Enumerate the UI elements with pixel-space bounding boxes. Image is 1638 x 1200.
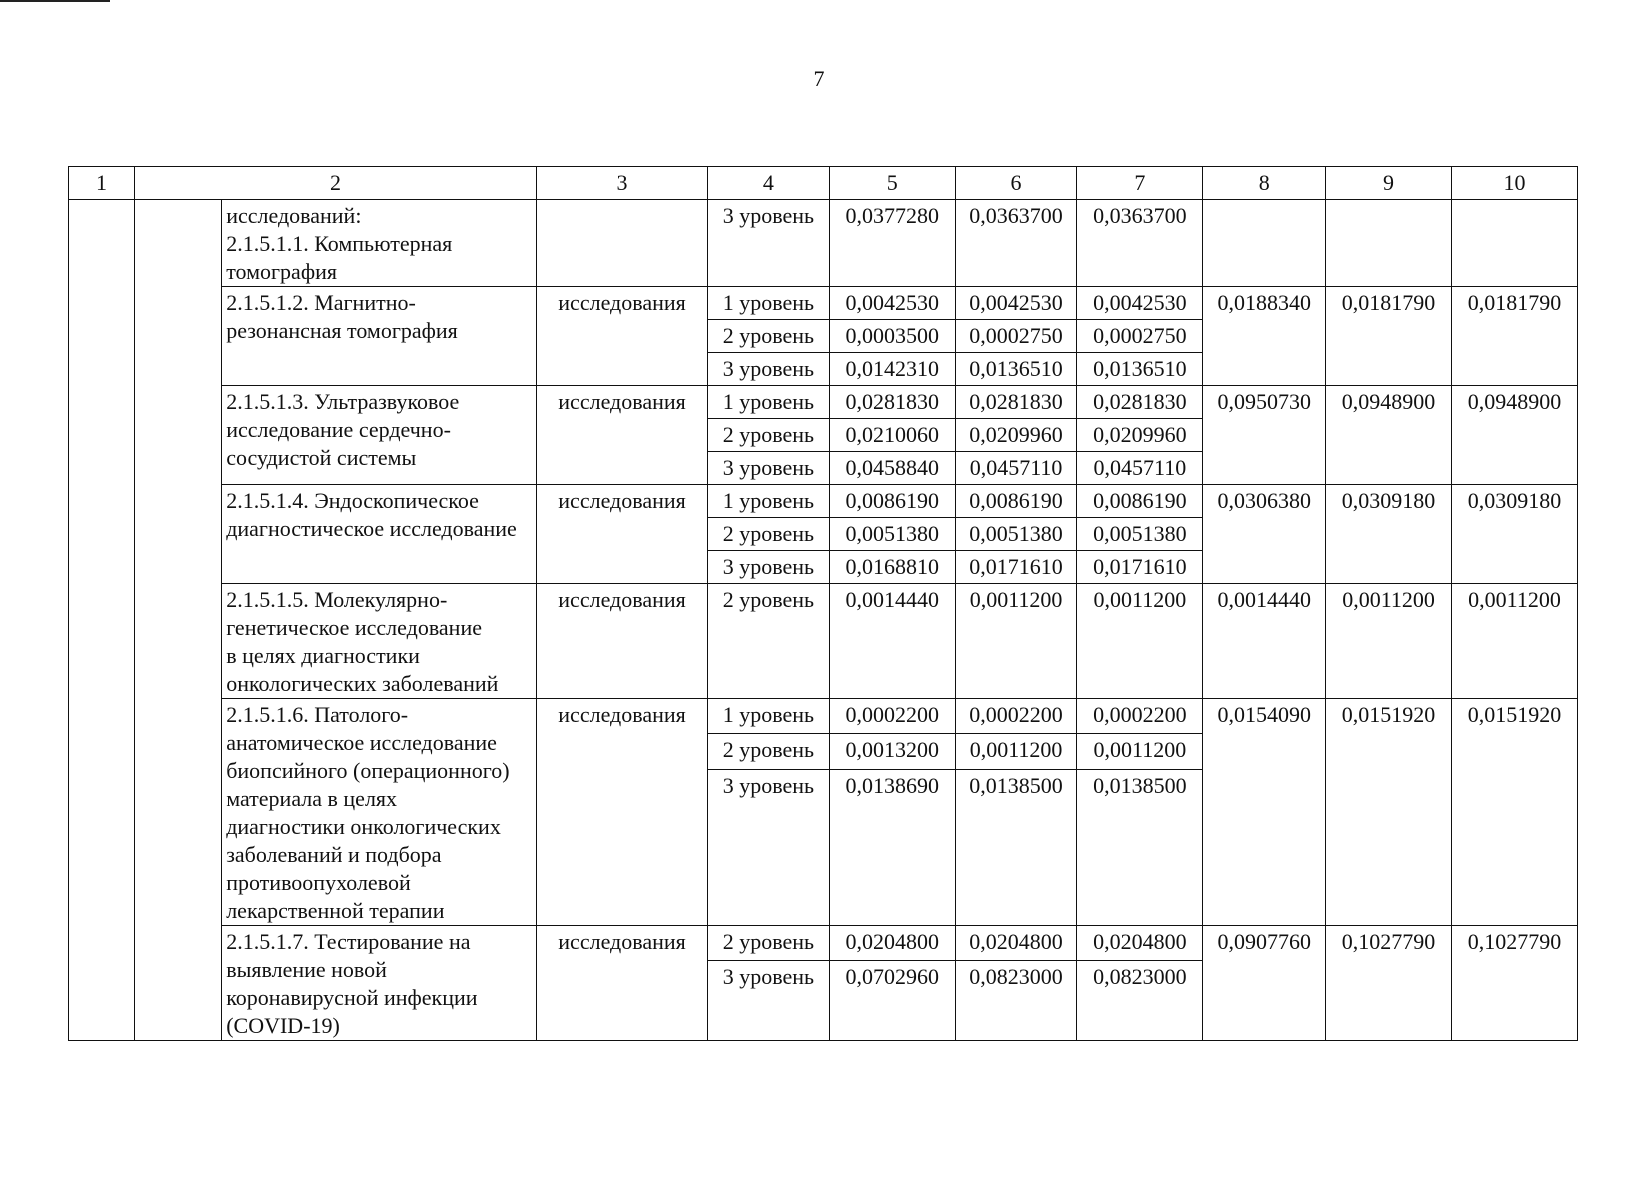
value-col-7: 0,0011200 <box>1077 734 1203 769</box>
value-col-5: 0,0210060 <box>829 419 955 452</box>
value-col-6: 0,0002200 <box>955 699 1077 734</box>
value-col-7: 0,0136510 <box>1077 353 1203 386</box>
column-header: 9 <box>1326 167 1452 200</box>
value-col-7: 0,0363700 <box>1077 200 1203 287</box>
service-name <box>222 200 537 287</box>
service-name-line: материала в целях <box>226 786 398 811</box>
service-name-line: противоопухолевой <box>226 870 411 895</box>
table-body <box>69 167 1578 1041</box>
total-col-10 <box>1452 200 1578 287</box>
value-col-5: 0,0003500 <box>829 320 955 353</box>
service-name-line: в целях диагностики <box>226 643 420 668</box>
care-level: 3 уровень <box>708 769 830 925</box>
value-col-7: 0,0138500 <box>1077 769 1203 925</box>
page-number: 7 <box>813 66 825 91</box>
service-name-line: 2.1.5.1.4. Эндоскопическое <box>226 488 479 513</box>
service-name-line: биопсийного (операционного) <box>226 758 510 783</box>
value-col-6: 0,0209960 <box>955 419 1077 452</box>
value-col-7: 0,0042530 <box>1077 287 1203 320</box>
value-col-5: 0,0142310 <box>829 353 955 386</box>
care-level: 3 уровень <box>708 551 830 584</box>
value-col-6: 0,0002750 <box>955 320 1077 353</box>
table-row <box>69 584 1578 699</box>
total-col-10: 0,0181790 <box>1452 287 1578 386</box>
column-header: 2 <box>135 167 537 200</box>
value-col-5: 0,0204800 <box>829 926 955 961</box>
value-col-7: 0,0011200 <box>1077 584 1203 699</box>
table-row <box>69 200 1578 287</box>
care-level: 3 уровень <box>708 960 830 1040</box>
service-name <box>222 485 537 584</box>
care-level: 1 уровень <box>708 386 830 419</box>
service-name-line: диагностическое исследование <box>226 516 517 541</box>
value-col-6: 0,0136510 <box>955 353 1077 386</box>
unit-of-measure <box>537 200 708 287</box>
service-name-line: (COVID-19) <box>226 1013 340 1038</box>
table-row <box>69 485 1578 518</box>
value-col-6: 0,0138500 <box>955 769 1077 925</box>
value-col-6: 0,0204800 <box>955 926 1077 961</box>
total-col-9: 0,0151920 <box>1326 699 1452 926</box>
value-col-5: 0,0002200 <box>829 699 955 734</box>
care-level: 2 уровень <box>708 518 830 551</box>
col1-blank <box>69 200 135 1041</box>
service-name-line: томография <box>226 259 337 284</box>
scan-edge-mark <box>0 0 110 2</box>
value-col-7: 0,0209960 <box>1077 419 1203 452</box>
column-header: 1 <box>69 167 135 200</box>
unit-of-measure: исследования <box>537 584 708 699</box>
col2-indent-blank <box>135 200 222 1041</box>
total-col-8: 0,0907760 <box>1203 926 1326 1041</box>
care-level: 2 уровень <box>708 926 830 961</box>
care-level: 2 уровень <box>708 320 830 353</box>
service-name-line: диагностики онкологических <box>226 814 501 839</box>
value-col-5: 0,0458840 <box>829 452 955 485</box>
total-col-8: 0,0014440 <box>1203 584 1326 699</box>
value-col-6: 0,0086190 <box>955 485 1077 518</box>
service-name-line: заболеваний и подбора <box>226 842 442 867</box>
total-col-10: 0,0151920 <box>1452 699 1578 926</box>
service-name-line: 2.1.5.1.5. Молекулярно- <box>226 587 448 612</box>
care-level: 3 уровень <box>708 353 830 386</box>
value-col-6: 0,0281830 <box>955 386 1077 419</box>
care-level: 1 уровень <box>708 287 830 320</box>
value-col-5: 0,0138690 <box>829 769 955 925</box>
value-col-6: 0,0457110 <box>955 452 1077 485</box>
care-level: 2 уровень <box>708 734 830 769</box>
unit-of-measure: исследования <box>537 699 708 926</box>
column-header: 10 <box>1452 167 1578 200</box>
value-col-5: 0,0168810 <box>829 551 955 584</box>
service-name-line: 2.1.5.1.3. Ультразвуковое <box>226 389 460 414</box>
care-level: 3 уровень <box>708 200 830 287</box>
value-col-6: 0,0051380 <box>955 518 1077 551</box>
value-col-6: 0,0011200 <box>955 584 1077 699</box>
column-header: 8 <box>1203 167 1326 200</box>
column-header: 5 <box>829 167 955 200</box>
service-name-line: 2.1.5.1.2. Магнитно- <box>226 290 416 315</box>
total-col-10: 0,0948900 <box>1452 386 1578 485</box>
service-name <box>222 699 537 926</box>
service-name-line: 2.1.5.1.6. Патолого- <box>226 702 409 727</box>
tariff-table <box>68 166 1578 1041</box>
service-name <box>222 287 537 386</box>
value-col-5: 0,0377280 <box>829 200 955 287</box>
care-level: 3 уровень <box>708 452 830 485</box>
value-col-6: 0,0171610 <box>955 551 1077 584</box>
service-name-line: исследование сердечно- <box>226 417 451 442</box>
service-name-line: исследований: <box>226 203 362 228</box>
value-col-7: 0,0823000 <box>1077 960 1203 1040</box>
total-col-9: 0,0011200 <box>1326 584 1452 699</box>
value-col-5: 0,0086190 <box>829 485 955 518</box>
value-col-7: 0,0002200 <box>1077 699 1203 734</box>
value-col-7: 0,0204800 <box>1077 926 1203 961</box>
column-header: 3 <box>537 167 708 200</box>
value-col-5: 0,0051380 <box>829 518 955 551</box>
value-col-5: 0,0281830 <box>829 386 955 419</box>
value-col-7: 0,0086190 <box>1077 485 1203 518</box>
service-name-line: анатомическое исследование <box>226 730 497 755</box>
service-name-line: резонансная томография <box>226 318 458 343</box>
total-col-8 <box>1203 200 1326 287</box>
service-name <box>222 584 537 699</box>
value-col-7: 0,0171610 <box>1077 551 1203 584</box>
column-number-row <box>69 167 1578 200</box>
unit-of-measure: исследования <box>537 485 708 584</box>
table-row <box>69 699 1578 734</box>
column-header: 7 <box>1077 167 1203 200</box>
care-level: 2 уровень <box>708 584 830 699</box>
total-col-10: 0,1027790 <box>1452 926 1578 1041</box>
value-col-7: 0,0281830 <box>1077 386 1203 419</box>
service-name-line: генетическое исследование <box>226 615 482 640</box>
service-name-line: 2.1.5.1.1. Компьютерная <box>226 231 453 256</box>
unit-of-measure: исследования <box>537 386 708 485</box>
total-col-10: 0,0011200 <box>1452 584 1578 699</box>
service-name-line: онкологических заболеваний <box>226 671 499 696</box>
service-name <box>222 386 537 485</box>
value-col-5: 0,0702960 <box>829 960 955 1040</box>
value-col-6: 0,0363700 <box>955 200 1077 287</box>
total-col-8: 0,0154090 <box>1203 699 1326 926</box>
table-row <box>69 386 1578 419</box>
value-col-5: 0,0014440 <box>829 584 955 699</box>
unit-of-measure: исследования <box>537 926 708 1041</box>
service-name-line: лекарственной терапии <box>226 898 445 923</box>
table-row <box>69 926 1578 961</box>
column-header: 4 <box>708 167 830 200</box>
unit-of-measure: исследования <box>537 287 708 386</box>
total-col-8: 0,0950730 <box>1203 386 1326 485</box>
total-col-10: 0,0309180 <box>1452 485 1578 584</box>
column-header: 6 <box>955 167 1077 200</box>
value-col-6: 0,0042530 <box>955 287 1077 320</box>
value-col-6: 0,0823000 <box>955 960 1077 1040</box>
table-row <box>69 287 1578 320</box>
value-col-7: 0,0457110 <box>1077 452 1203 485</box>
total-col-9: 0,0181790 <box>1326 287 1452 386</box>
care-level: 1 уровень <box>708 699 830 734</box>
total-col-8: 0,0188340 <box>1203 287 1326 386</box>
total-col-9: 0,1027790 <box>1326 926 1452 1041</box>
value-col-5: 0,0042530 <box>829 287 955 320</box>
care-level: 1 уровень <box>708 485 830 518</box>
value-col-6: 0,0011200 <box>955 734 1077 769</box>
total-col-9 <box>1326 200 1452 287</box>
total-col-9: 0,0309180 <box>1326 485 1452 584</box>
total-col-8: 0,0306380 <box>1203 485 1326 584</box>
service-name-line: коронавирусной инфекции <box>226 985 478 1010</box>
service-name <box>222 926 537 1041</box>
total-col-9: 0,0948900 <box>1326 386 1452 485</box>
service-name-line: выявление новой <box>226 957 387 982</box>
value-col-5: 0,0013200 <box>829 734 955 769</box>
service-name-line: сосудистой системы <box>226 445 417 470</box>
value-col-7: 0,0002750 <box>1077 320 1203 353</box>
care-level: 2 уровень <box>708 419 830 452</box>
service-name-line: 2.1.5.1.7. Тестирование на <box>226 929 471 954</box>
value-col-7: 0,0051380 <box>1077 518 1203 551</box>
